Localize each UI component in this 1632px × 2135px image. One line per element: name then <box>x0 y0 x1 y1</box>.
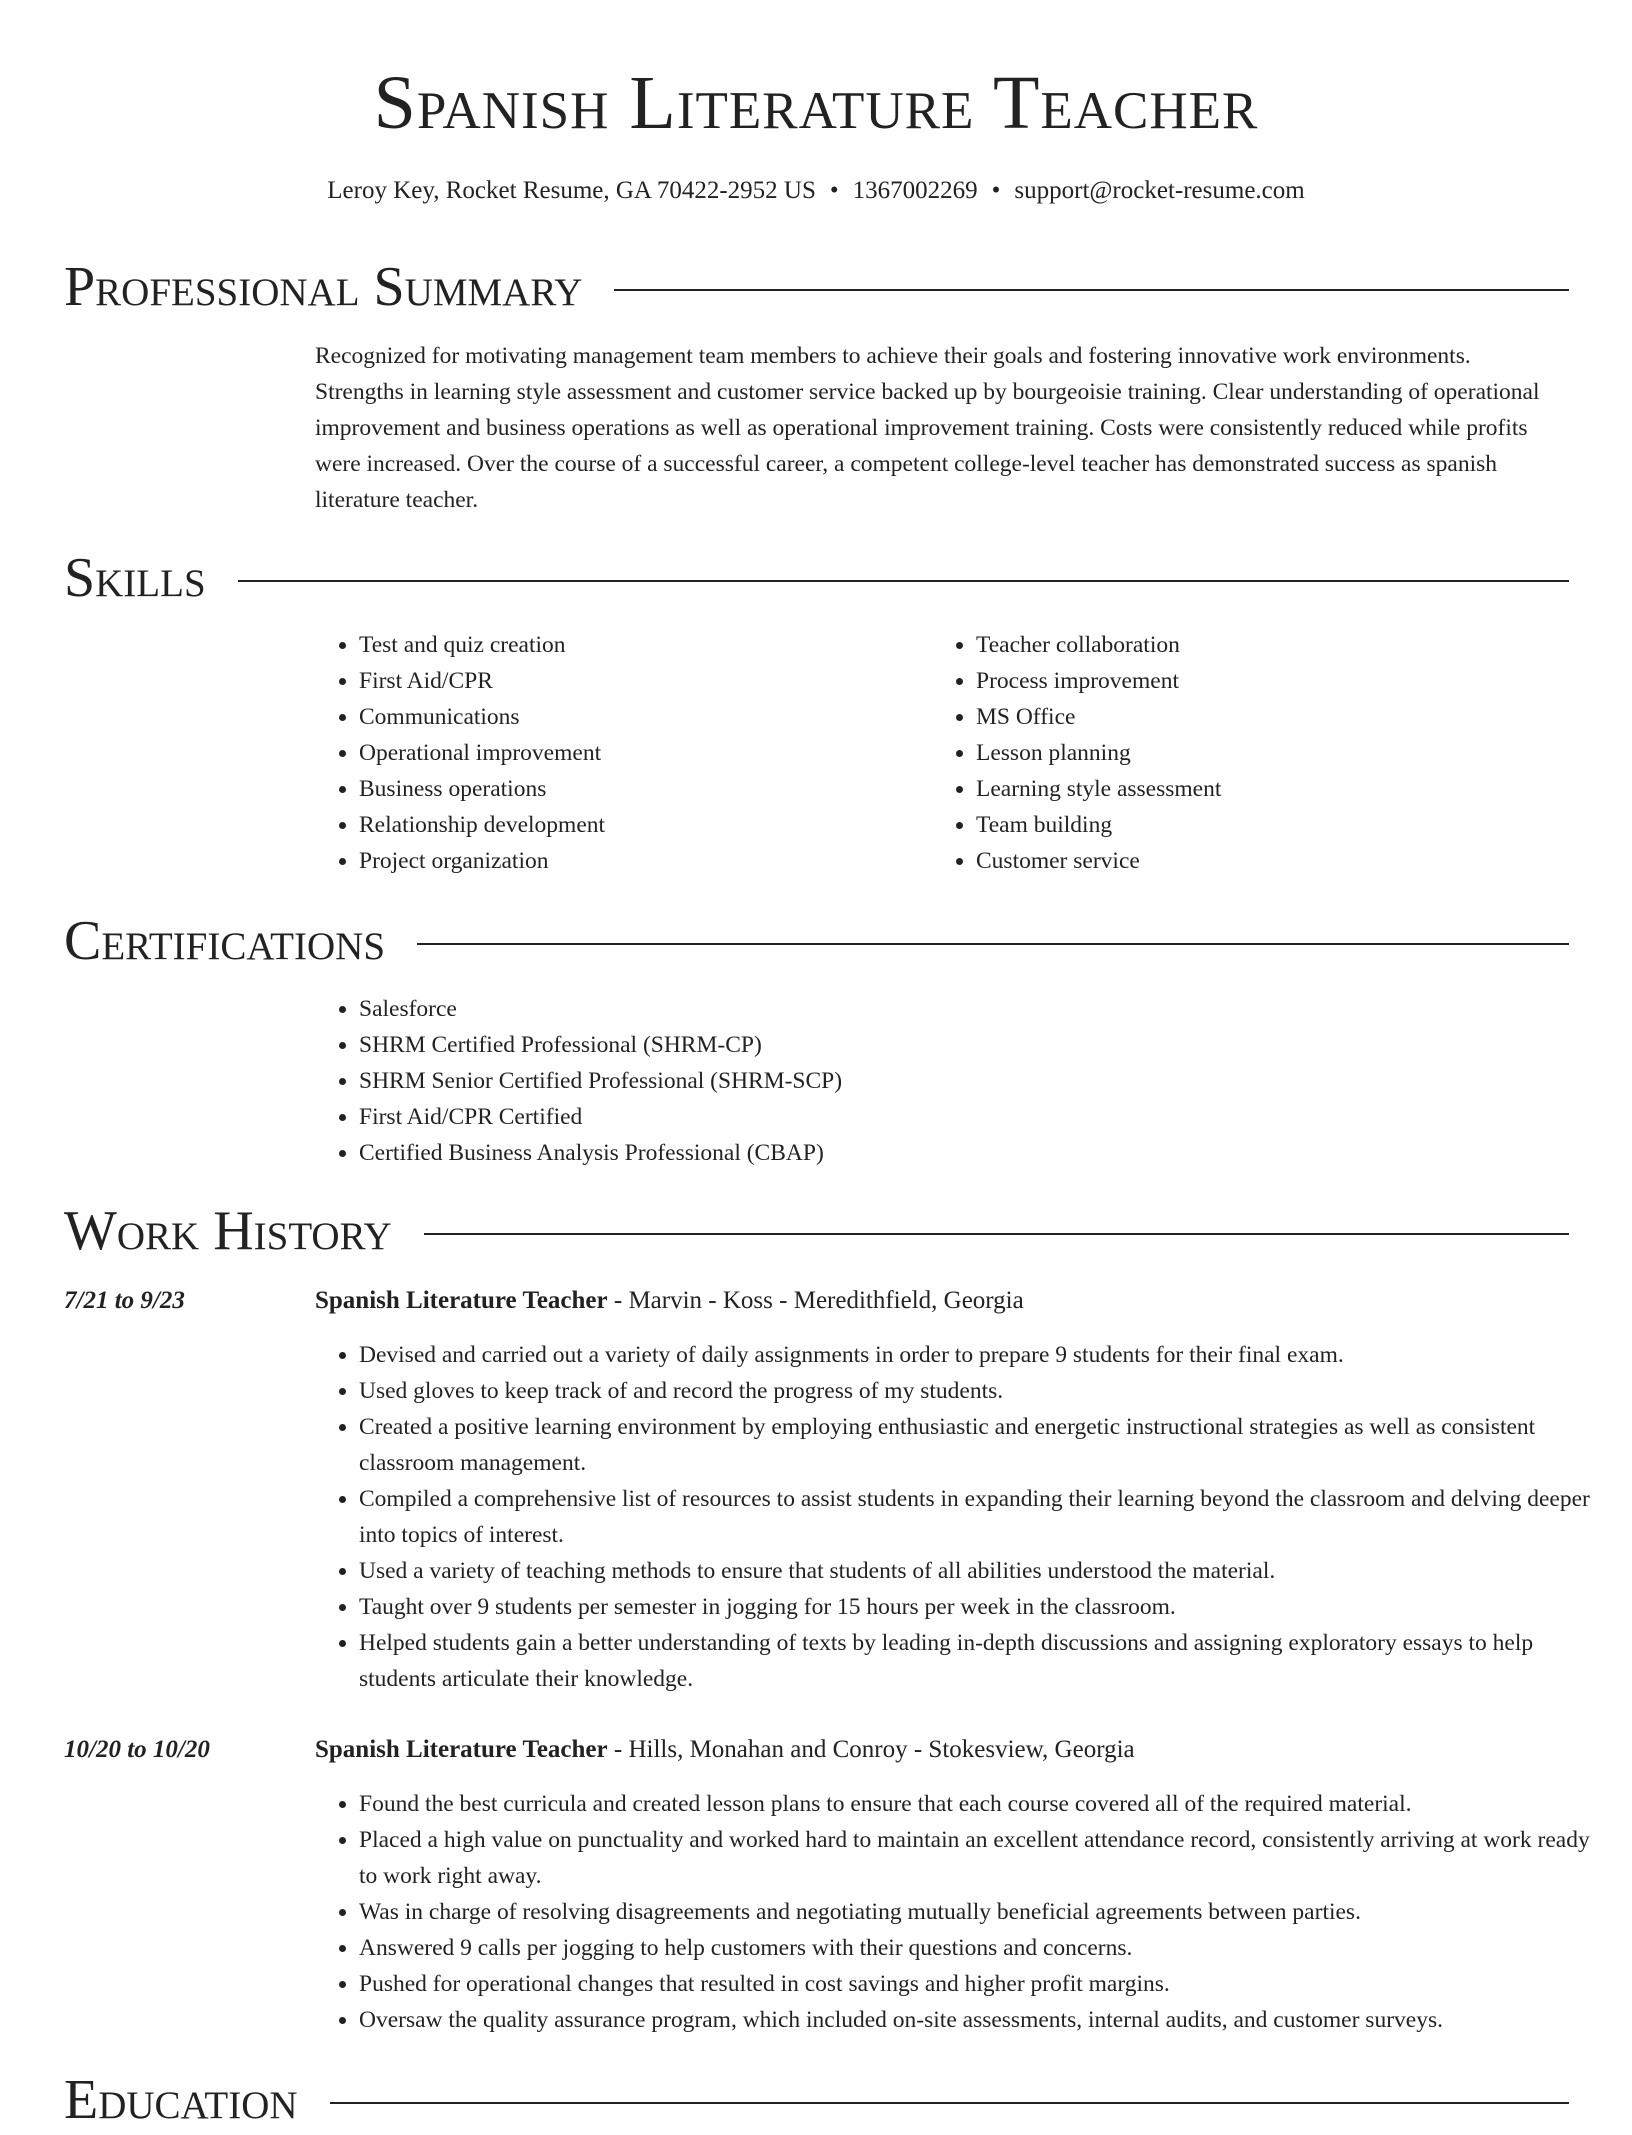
contact-email: support@rocket-resume.com <box>1014 177 1305 204</box>
certifications-list <box>315 991 1559 1171</box>
section-title: Professional Summary <box>64 256 583 318</box>
contact-separator: • <box>829 177 839 204</box>
job-bullet: • Taught over 9 students per semester in jogging for 15 hours per week in the classroom. <box>359 1589 1609 1625</box>
section-divider <box>614 289 1569 291</box>
job-bullets <box>315 1337 1609 1697</box>
section-divider <box>417 943 1569 945</box>
resume-name: Spanish Literature Teacher <box>373 61 1259 145</box>
skill-item: • Customer service <box>976 843 1596 879</box>
skills-list-left <box>315 627 919 879</box>
section-header-certifications <box>64 906 1569 976</box>
certification-item: • Certified Business Analysis Professional (CBAP) <box>359 1135 1559 1171</box>
job-heading <box>315 1283 1024 1319</box>
skill-item: • Team building <box>976 807 1596 843</box>
certification-item: • First Aid/CPR Certified <box>359 1099 1559 1135</box>
job-bullet: • Placed a high value on punctuality and worked hard to maintain an excellent attendance record, consistently arriving at work ready to work right away. <box>359 1822 1609 1894</box>
job-bullet: • Answered 9 calls per jogging to help customers with their questions and concerns. <box>359 1930 1609 1966</box>
section-title: Skills <box>64 547 206 609</box>
contact-address: Leroy Key, Rocket Resume, GA 70422-2952 US <box>327 177 816 204</box>
section-header-summary <box>64 252 1569 322</box>
job-bullet: • Pushed for operational changes that resulted in cost savings and higher profit margins. <box>359 1966 1609 2002</box>
skill-item: • MS Office <box>976 699 1596 735</box>
job-bullet: • Devised and carried out a variety of daily assignments in order to prepare 9 students for their final exam. <box>359 1337 1609 1373</box>
certification-item: • SHRM Senior Certified Professional (SHRM-SCP) <box>359 1063 1559 1099</box>
certification-item: • Salesforce <box>359 991 1559 1027</box>
job-bullet: • Used gloves to keep track of and record the progress of my students. <box>359 1373 1609 1409</box>
skill-item: • Operational improvement <box>359 735 919 771</box>
section-title: Education <box>64 2069 298 2131</box>
job-bullet: • Was in charge of resolving disagreements and negotiating mutually beneficial agreements between parties. <box>359 1894 1609 1930</box>
skill-item: • Test and quiz creation <box>359 627 919 663</box>
job-bullet: • Created a positive learning environment by employing enthusiastic and energetic instructional strategies as well as consistent classroom management. <box>359 1409 1609 1481</box>
job-role: Spanish Literature Teacher <box>315 1736 608 1763</box>
skill-item: • Lesson planning <box>976 735 1596 771</box>
section-title: Certifications <box>64 910 386 972</box>
job-dates: 7/21 to 9/23 <box>64 1287 185 1314</box>
job-bullets <box>315 1786 1609 2038</box>
summary-text: Recognized for motivating management team members to achieve their goals and fostering innovative work environments. Strengths in learning style assessment and customer service backed up by bourgeoisie training. Clear understanding of operational improvement and business operations as well as operational improvement training. Costs were consistently reduced while profits were increased. Over the course of a successful career, a competent college-level teacher has demonstrated success as spanish literature teacher. <box>315 343 1540 513</box>
job-details: - Hills, Monahan and Conroy - Stokesview, Georgia <box>607 1736 1135 1763</box>
skill-item: • Learning style assessment <box>976 771 1596 807</box>
skill-item: • Project organization <box>359 843 919 879</box>
job-role: Spanish Literature Teacher <box>315 1287 608 1314</box>
skill-item: • First Aid/CPR <box>359 663 919 699</box>
job-heading <box>315 1732 1135 1768</box>
job-bullet: • Helped students gain a better understanding of texts by leading in-depth discussions and assigning exploratory essays to help students articulate their knowledge. <box>359 1625 1609 1697</box>
skill-item: • Communications <box>359 699 919 735</box>
job-bullet: • Oversaw the quality assurance program, which included on-site assessments, internal audits, and customer surveys. <box>359 2002 1609 2038</box>
section-header-skills <box>64 543 1569 613</box>
section-divider <box>424 1233 1569 1235</box>
skill-item: • Relationship development <box>359 807 919 843</box>
skill-item: • Teacher collaboration <box>976 627 1596 663</box>
skill-item: • Business operations <box>359 771 919 807</box>
job-bullet: • Used a variety of teaching methods to ensure that students of all abilities understood the material. <box>359 1553 1609 1589</box>
job-details: - Marvin - Koss - Meredithfield, Georgia <box>607 1287 1024 1314</box>
skill-item: • Process improvement <box>976 663 1596 699</box>
job-dates: 10/20 to 10/20 <box>64 1736 210 1763</box>
section-header-work-history <box>64 1196 1569 1266</box>
job-bullet: • Found the best curricula and created lesson plans to ensure that each course covered all of the required material. <box>359 1786 1609 1822</box>
section-divider <box>238 580 1569 582</box>
section-title: Work History <box>64 1200 392 1262</box>
section-header-education <box>64 2065 1569 2135</box>
certification-item: • SHRM Certified Professional (SHRM-CP) <box>359 1027 1559 1063</box>
skills-list-right <box>932 627 1596 879</box>
contact-separator: • <box>991 177 1001 204</box>
contact-line <box>0 173 1632 209</box>
contact-phone: 1367002269 <box>852 177 978 204</box>
section-divider <box>330 2102 1569 2104</box>
job-bullet: • Compiled a comprehensive list of resources to assist students in expanding their learning beyond the classroom and delving deeper into topics of interest. <box>359 1481 1609 1553</box>
